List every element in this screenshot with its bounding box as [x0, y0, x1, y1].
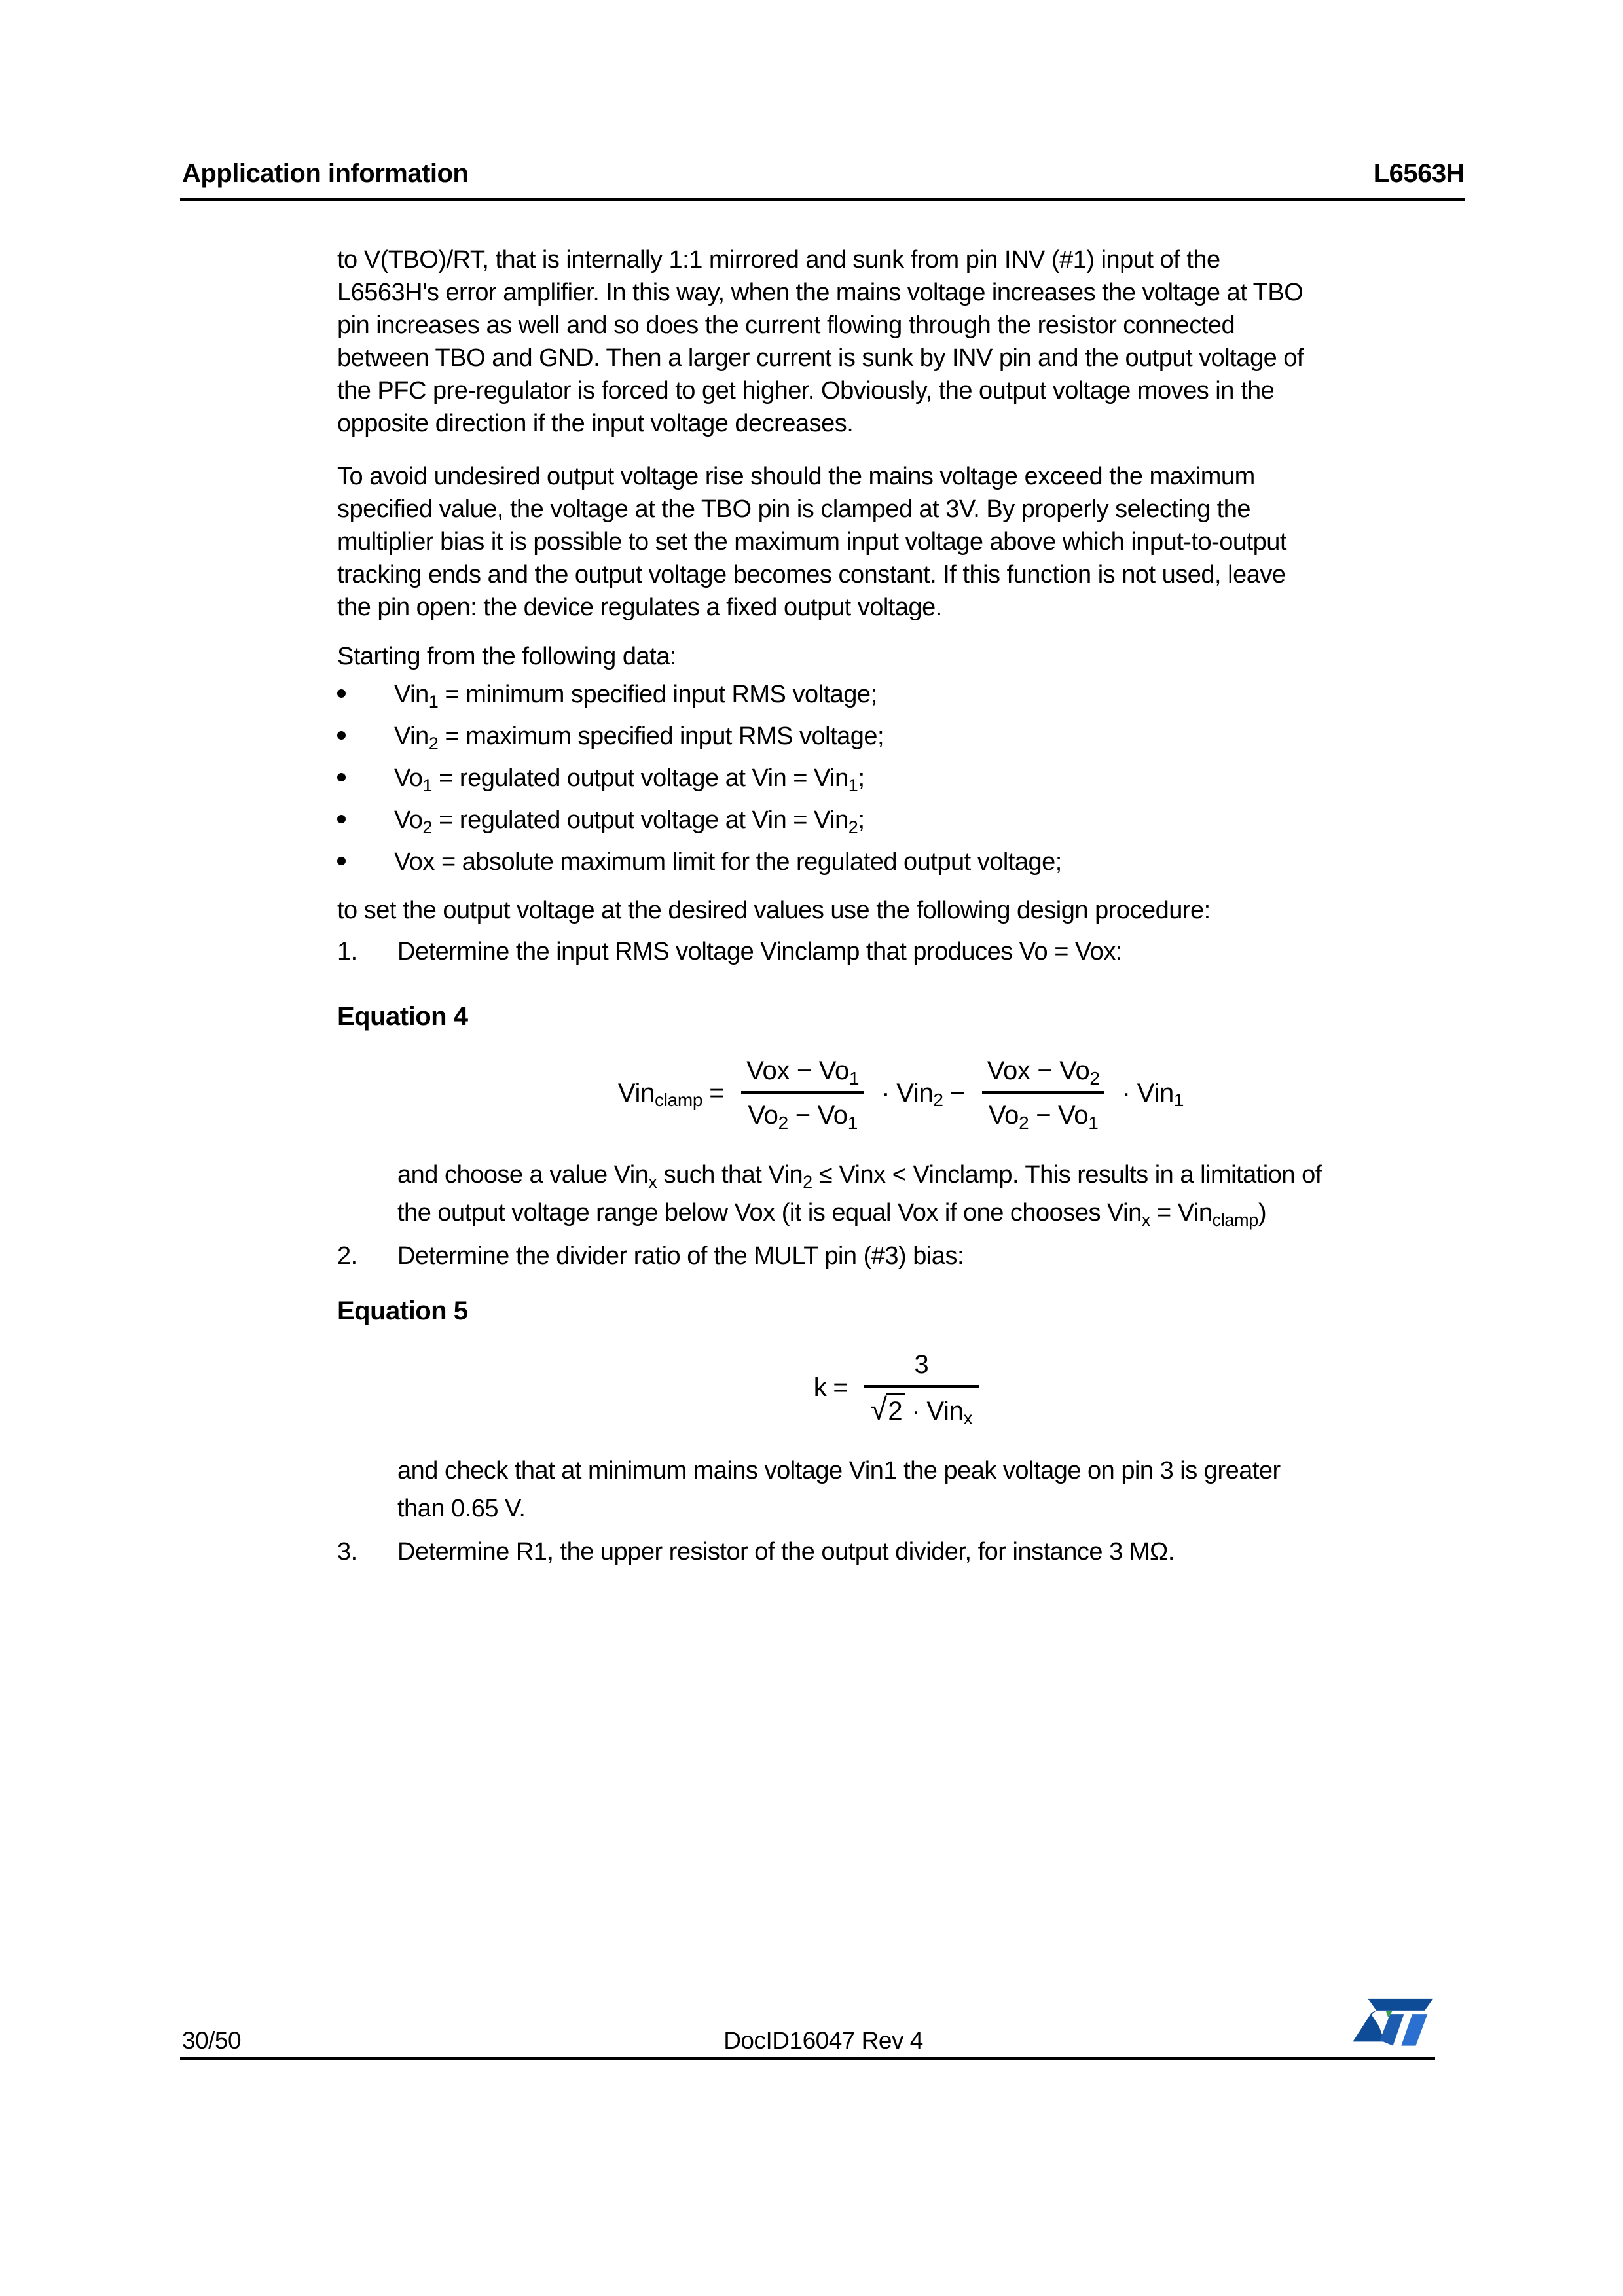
text-line: L6563H's error amplifier. In this way, when the mains voltage increases the voltage at TBO — [337, 279, 1304, 306]
denominator: $Vo_2 - Vo_1$ — [982, 1091, 1105, 1130]
item-number: 3. — [337, 1538, 357, 1566]
equation-4-heading: Equation 4 — [337, 1002, 468, 1031]
text-line: specified value, the voltage at the TBO pin is clamped at 3V. By properly selecting the — [337, 495, 1251, 523]
paragraph-2 — [337, 460, 1286, 624]
header-rule — [180, 198, 1465, 201]
eq5-note-line-1: and check that at minimum mains voltage Vin1 the peak voltage on pin 3 is greater — [397, 1457, 1281, 1484]
bullet-marker-icon — [337, 815, 346, 823]
radical-icon: √ — [870, 1391, 887, 1426]
procedure-intro-line: to set the output voltage at the desired values use the following design procedure: — [337, 897, 1211, 924]
bullet-text: $Vo_2$ = regulated output voltage at Vin = Vin$_2$; — [394, 806, 865, 837]
text-line: opposite direction if the input voltage decreases. — [337, 410, 854, 437]
equation-4-formula — [337, 1044, 1465, 1142]
footer-rule — [180, 2057, 1435, 2060]
intro-line: Starting from the following data: — [337, 643, 676, 670]
item-number: 2. — [337, 1242, 357, 1270]
footer-page-number: 30/50 — [182, 2027, 242, 2054]
eq4-fraction-2 — [981, 1056, 1106, 1133]
bullet-item — [337, 804, 865, 836]
paragraph-1 — [337, 243, 1304, 440]
eq4-vin1: Vin$_1$ — [1137, 1078, 1184, 1111]
bullet-text: Vin$_1$ = minimum specified input RMS voltage; — [394, 681, 877, 711]
bullet-text: Vin$_2$ = maximum specified input RMS voltage; — [394, 723, 884, 753]
numerator: 3 — [914, 1350, 929, 1379]
denominator: √2 · Vin$_x$ — [864, 1385, 979, 1426]
eq4-lhs: Vin$_{clamp}$ — [617, 1078, 703, 1111]
bullet-marker-icon — [337, 773, 346, 781]
bullet-item — [337, 846, 1062, 878]
numbered-item-3 — [337, 1535, 1175, 1568]
text-line: To avoid undesired output voltage rise should the mains voltage exceed the maximum — [337, 463, 1255, 490]
bullet-text: Vox = absolute maximum limit for the regulated output voltage; — [394, 848, 1062, 876]
bullet-item — [337, 720, 884, 753]
header-part-number: L6563H — [1373, 159, 1465, 188]
st-logo-icon — [1349, 1997, 1435, 2053]
minus-sign: − — [949, 1078, 965, 1107]
equals-sign: = — [709, 1078, 725, 1107]
item-text: Determine the divider ratio of the MULT pin (#3) bias: — [397, 1242, 964, 1270]
text-line: to V(TBO)/RT, that is internally 1:1 mirrored and sunk from pin INV (#1) input of the — [337, 246, 1220, 274]
numerator: Vox − $Vo_2$ — [987, 1056, 1100, 1088]
eq4-fraction-1 — [740, 1056, 866, 1133]
header-section-title: Application information — [182, 159, 469, 188]
text-line: multiplier bias it is possible to set the maximum input voltage above which input-to-output — [337, 528, 1286, 556]
bullet-marker-icon — [337, 689, 346, 698]
text-line: the pin open: the device regulates a fixed output voltage. — [337, 594, 942, 621]
footer-doc-id: DocID16047 Rev 4 — [723, 2027, 923, 2054]
denominator: $Vo_2 - Vo_1$ — [741, 1091, 864, 1130]
eq4-note-line-1: and choose a value Vin$_x$ such that Vin$_2$ ≤ Vinx < Vinclamp. This results in a limitation of — [397, 1161, 1322, 1192]
text-line: tracking ends and the output voltage becomes constant. If this function is not used, leave — [337, 561, 1286, 588]
equation-5-heading: Equation 5 — [337, 1297, 468, 1325]
eq4-note-line-2: the output voltage range below Vox (it is equal Vox if one chooses Vin$_x$ = Vin$_{clamp}$) — [397, 1199, 1267, 1230]
multiply-dot: · — [1122, 1078, 1131, 1107]
multiply-dot: · — [911, 1396, 921, 1426]
bullet-marker-icon — [337, 857, 346, 865]
multiply-dot: · — [881, 1078, 890, 1107]
item-number: 1. — [337, 938, 357, 965]
numerator: Vox − $Vo_1$ — [746, 1056, 860, 1088]
eq5-fraction — [864, 1350, 979, 1429]
text-line: between TBO and GND. Then a larger current is sunk by INV pin and the output voltage of — [337, 344, 1304, 372]
numbered-item-1 — [337, 935, 1122, 968]
bullet-item — [337, 762, 865, 795]
bullet-marker-icon — [337, 731, 346, 740]
item-text: Determine the input RMS voltage Vinclamp that produces Vo = Vox: — [397, 938, 1122, 965]
eq5-lhs: k — [813, 1372, 827, 1402]
equals-sign: = — [833, 1372, 848, 1402]
bullet-text: $Vo_1$ = regulated output voltage at Vin = Vin$_1$; — [394, 764, 865, 795]
equation-5-formula — [337, 1335, 1465, 1440]
eq4-vin2: Vin$_2$ — [896, 1078, 943, 1111]
eq5-note-line-2: than 0.65 V. — [397, 1495, 526, 1522]
numbered-item-2 — [337, 1240, 964, 1272]
item-text: Determine R1, the upper resistor of the output divider, for instance 3 MΩ. — [397, 1538, 1175, 1566]
bullet-item — [337, 678, 877, 711]
text-line: pin increases as well and so does the current flowing through the resistor connected — [337, 312, 1235, 339]
text-line: the PFC pre-regulator is forced to get higher. Obviously, the output voltage moves in the — [337, 377, 1275, 404]
